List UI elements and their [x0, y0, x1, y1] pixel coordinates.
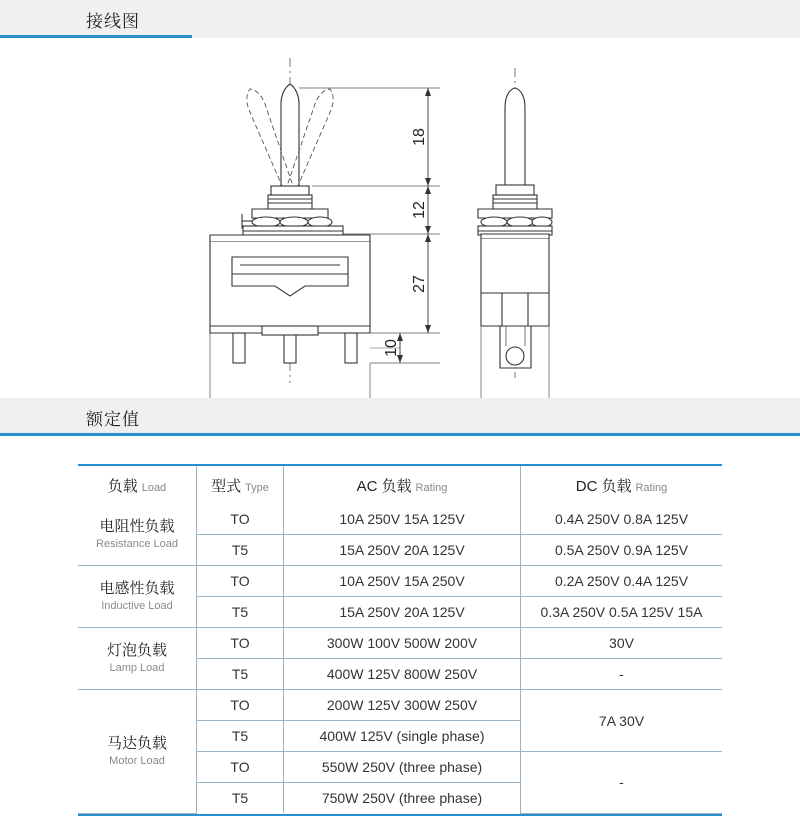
type-cell: T5: [197, 597, 284, 628]
type-cell: TO: [197, 628, 284, 659]
type-cell: TO: [197, 566, 284, 597]
ac-cell: 15A 250V 20A 125V: [284, 535, 521, 566]
header-load-en: Load: [141, 481, 167, 494]
wiring-section-header: [0, 0, 800, 38]
ac-cell: 10A 250V 15A 250V: [284, 566, 521, 597]
dim-18-label: 18: [411, 128, 428, 146]
dc-cell: 0.5A 250V 0.9A 125V: [521, 535, 723, 566]
toggle-switch-drawing: [0, 38, 800, 398]
table-header-row: [78, 466, 722, 504]
table-row: [78, 690, 722, 721]
table-row: [78, 566, 722, 597]
wiring-section-title: 接线图: [86, 11, 140, 31]
dc-cell: 0.4A 250V 0.8A 125V: [521, 504, 723, 535]
dc-cell: 0.2A 250V 0.4A 125V: [521, 566, 723, 597]
type-cell: TO: [197, 752, 284, 783]
header-load: [78, 466, 197, 504]
load-inductive: 电感性负载 Inductive Load: [78, 566, 197, 628]
ac-cell: 200W 125V 300W 250V: [284, 690, 521, 721]
header-type-cn: 型式: [211, 477, 242, 495]
type-cell: T5: [197, 721, 284, 752]
type-cell: TO: [197, 504, 284, 535]
rating-table-wrap: [0, 436, 800, 816]
dc-cell: 30V: [521, 628, 723, 659]
header-ac-cn: AC 负载: [356, 477, 412, 495]
header-load-cn: 负载: [107, 477, 138, 495]
header-dc: [521, 466, 723, 504]
dc-cell: -: [521, 752, 723, 814]
header-type: [197, 466, 284, 504]
table-row: [78, 504, 722, 535]
ac-cell: 550W 250V (three phase): [284, 752, 521, 783]
table-bottom-rule: [78, 814, 722, 816]
rating-header-underline: [0, 433, 800, 436]
ac-cell: 400W 125V 800W 250V: [284, 659, 521, 690]
ac-cell: 300W 100V 500W 200V: [284, 628, 521, 659]
rating-table: [78, 466, 722, 814]
ac-cell: 10A 250V 15A 125V: [284, 504, 521, 535]
dc-cell: 0.3A 250V 0.5A 125V 15A: [521, 597, 723, 628]
dim-12-label: 12: [411, 201, 428, 219]
load-lamp: 灯泡负载 Lamp Load: [78, 628, 197, 690]
dim-27-label: 27: [411, 275, 428, 293]
type-cell: TO: [197, 690, 284, 721]
ac-cell: 750W 250V (three phase): [284, 783, 521, 814]
dc-cell: 7A 30V: [521, 690, 723, 752]
ac-cell: 400W 125V (single phase): [284, 721, 521, 752]
header-type-en: Type: [245, 481, 269, 494]
type-cell: T5: [197, 659, 284, 690]
header-dc-en: Rating: [635, 481, 668, 494]
rating-section-header: [0, 398, 800, 436]
ac-cell: 15A 250V 20A 125V: [284, 597, 521, 628]
load-resistance: 电阻性负载 Resistance Load: [78, 504, 197, 566]
load-motor: 马达负载 Motor Load: [78, 690, 197, 814]
dc-cell: -: [521, 659, 723, 690]
header-ac: [284, 466, 521, 504]
type-cell: T5: [197, 783, 284, 814]
rating-section-title: 额定值: [86, 409, 140, 429]
type-cell: T5: [197, 535, 284, 566]
header-dc-cn: DC 负载: [575, 477, 632, 495]
header-ac-en: Rating: [415, 481, 448, 494]
table-row: [78, 628, 722, 659]
dim-10-label: 10: [383, 339, 400, 357]
